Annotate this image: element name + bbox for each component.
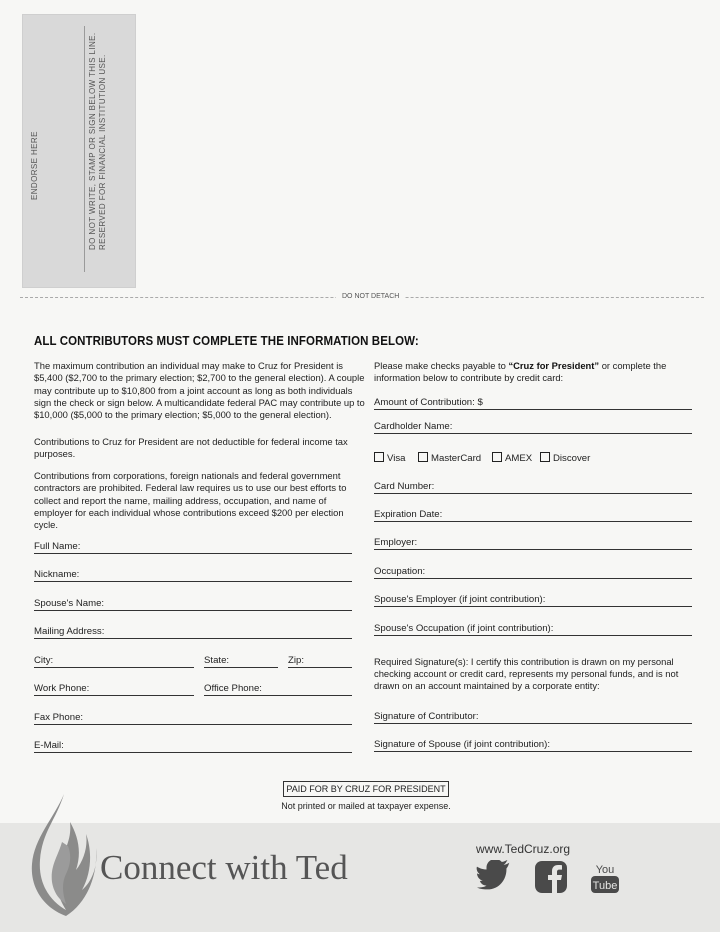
spouse-signature-label: Signature of Spouse (if joint contribution): [374, 739, 550, 750]
email-field[interactable] [34, 738, 352, 753]
spouse-name-field[interactable] [34, 596, 352, 611]
amex-label: AMEX [505, 453, 533, 464]
visa-label: Visa [387, 453, 406, 464]
full-name-field[interactable] [34, 539, 352, 554]
amount-label: Amount of Contribution: $ [374, 397, 483, 408]
payable-after: or complete the information below to contribute by credit card: [374, 360, 667, 383]
check-payable-text [374, 360, 674, 384]
work-phone-field[interactable] [34, 681, 194, 696]
discover-label: Discover [553, 453, 591, 464]
endorsement-divider [84, 26, 85, 272]
deductibility-text: Contributions to Cruz for President are not deductible for federal income tax purposes. [34, 436, 348, 460]
fax-phone-label: Fax Phone: [34, 712, 84, 723]
zip-label: Zip: [288, 655, 304, 666]
cardholder-label: Cardholder Name: [374, 421, 453, 432]
amount-field[interactable] [374, 395, 692, 410]
employer-field[interactable] [374, 535, 692, 550]
not-printed-text: Not printed or mailed at taxpayer expense. [281, 801, 451, 811]
state-label: State: [204, 655, 230, 666]
prohibited-contributions-text: Contributions from corporations, foreign nationals and federal government contractors are prohibited. Federal law requires us to use our best efforts to collect and report the name, mailing address, occupation, and name of employer for each individual whose contributions exceed $200 per election cycle. [34, 470, 347, 531]
spouse-employer-label: Spouse's Employer (if joint contribution): [374, 594, 546, 605]
spouse-occupation-label: Spouse's Occupation (if joint contribution): [374, 623, 554, 634]
youtube-icon[interactable] [590, 860, 620, 894]
do-not-write-line2: RESERVED FOR FINANCIAL INSTITUTION USE. [98, 54, 107, 250]
connect-with-ted-title: Connect with Ted [100, 848, 348, 887]
spouse-name-label: Spouse's Name: [34, 598, 105, 609]
amex-checkbox[interactable] [492, 452, 532, 464]
work-phone-label: Work Phone: [34, 683, 90, 694]
website-link[interactable]: www.TedCruz.org [476, 842, 571, 856]
detach-label: DO NOT DETACH [336, 293, 405, 300]
payable-before: Please make checks payable to [374, 360, 509, 371]
flame-logo-icon [26, 790, 98, 930]
youtube-you-text: You [595, 864, 615, 876]
email-label: E-Mail: [34, 740, 64, 751]
spouse-signature-field[interactable] [374, 737, 692, 752]
office-phone-field[interactable] [204, 681, 352, 696]
cardholder-field[interactable] [374, 419, 692, 434]
amex-box[interactable] [492, 452, 502, 462]
visa-checkbox[interactable] [374, 452, 406, 464]
occupation-label: Occupation: [374, 566, 426, 577]
discover-checkbox[interactable] [540, 452, 590, 464]
twitter-icon[interactable] [476, 860, 512, 890]
employer-label: Employer: [374, 537, 418, 548]
mastercard-label: MasterCard [431, 453, 482, 464]
mailing-address-label: Mailing Address: [34, 626, 105, 637]
spouse-occupation-field[interactable] [374, 621, 692, 636]
occupation-field[interactable] [374, 564, 692, 579]
expiration-label: Expiration Date: [374, 509, 443, 520]
zip-field[interactable] [288, 653, 352, 668]
facebook-icon[interactable] [534, 860, 568, 894]
contributor-signature-label: Signature of Contributor: [374, 711, 479, 722]
card-number-field[interactable] [374, 479, 692, 494]
city-label: City: [34, 655, 54, 666]
endorsement-box [22, 14, 136, 288]
do-not-write-line1: DO NOT WRITE, STAMP OR SIGN BELOW THIS LINE. [88, 32, 97, 250]
mailing-address-field[interactable] [34, 624, 352, 639]
endorse-here-label: ENDORSE HERE [30, 131, 39, 200]
mastercard-box[interactable] [418, 452, 428, 462]
payee-name: “Cruz for President” [508, 360, 600, 371]
contributor-signature-field[interactable] [374, 709, 692, 724]
full-name-label: Full Name: [34, 541, 81, 552]
nickname-field[interactable] [34, 567, 352, 582]
city-field[interactable] [34, 653, 194, 668]
visa-box[interactable] [374, 452, 384, 462]
form-heading: ALL CONTRIBUTORS MUST COMPLETE THE INFORMATION BELOW: [34, 334, 419, 348]
expiration-field[interactable] [374, 507, 692, 522]
mastercard-checkbox[interactable] [418, 452, 481, 464]
office-phone-label: Office Phone: [204, 683, 262, 694]
fax-phone-field[interactable] [34, 710, 352, 725]
contribution-limits-text: The maximum contribution an individual may make to Cruz for President is $5,400 ($2,700 to the primary election; $2,700 to the general election). A couple may contribute up to $10,800 from a joint account as long as both individuals sign the check or sign below. A multicandidate federal PAC may contribute up to $10,000 ($5,000 to the primary election; $5,000 to the general election). [34, 360, 365, 421]
state-field[interactable] [204, 653, 278, 668]
nickname-label: Nickname: [34, 569, 80, 580]
required-signatures-text: Required Signature(s): I certify this contribution is drawn on my personal checking account or credit card, represents my personal funds, and is not drawn on an account maintained by a corporate entity: [374, 656, 679, 691]
card-number-label: Card Number: [374, 481, 435, 492]
paid-for-box: PAID FOR BY CRUZ FOR PRESIDENT [283, 781, 449, 797]
discover-box[interactable] [540, 452, 550, 462]
spouse-employer-field[interactable] [374, 592, 692, 607]
youtube-tube-text: Tube [592, 880, 618, 892]
